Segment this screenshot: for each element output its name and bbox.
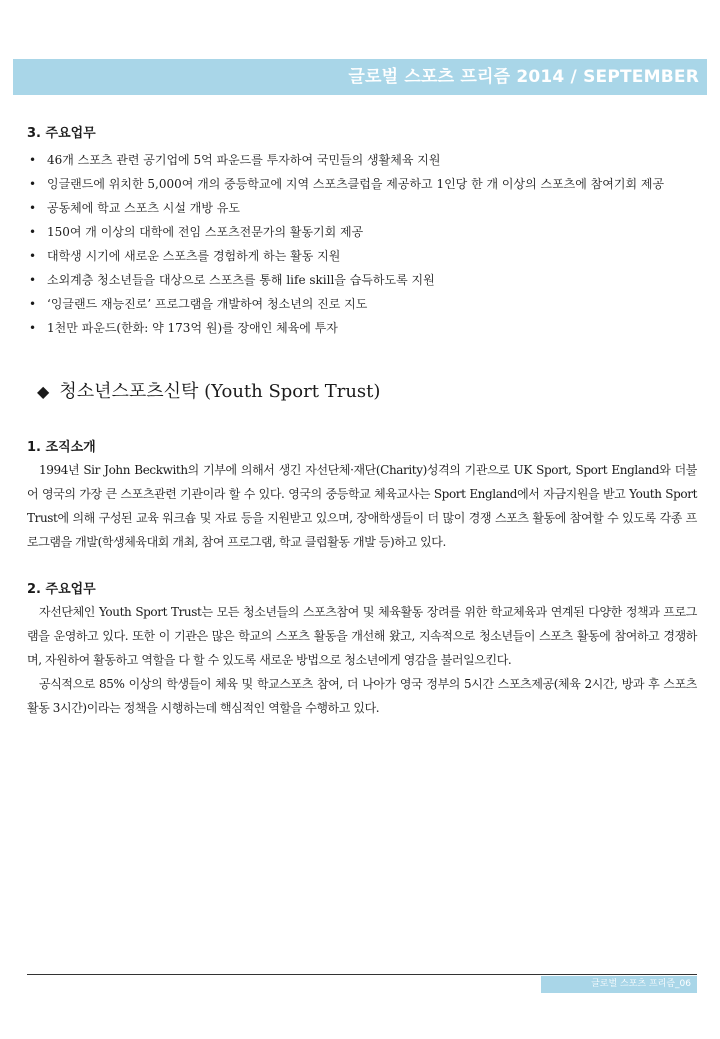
list-item <box>27 172 697 196</box>
duties-paragraph-2: 공식적으로 85% 이상의 학생들이 체육 및 학교스포츠 참여, 더 나아가 영국 정부의 5시간 스포츠제공(체육 2시간, 방과 후 스포츠 활동 3시간)이라는 정책을 시행하는데 핵심적인 역할을 수행하고 있다. <box>27 677 697 715</box>
footer-page-label: 글로벌 스포츠 프리즘_06 <box>591 979 691 989</box>
bullet-icon: • <box>29 225 37 239</box>
section-heading-main-duties: 3. 주요업무 <box>27 126 96 141</box>
list-item-text: 46개 스포츠 관련 공기업에 5억 파운드를 투자하여 국민들의 생활체육 지원 <box>47 153 441 167</box>
footer-band <box>541 976 697 993</box>
organization-title-text: 청소년스포츠신탁 (Youth Sport Trust) <box>59 381 381 402</box>
bullet-icon: • <box>29 249 37 263</box>
list-item-text: 150여 개 이상의 대학에 전임 스포츠전문가의 활동기회 제공 <box>47 225 364 239</box>
duties-paragraph-1: 자선단체인 Youth Sport Trust는 모든 청소년들의 스포츠참여 및 체육활동 장려를 위한 학교체육과 연계된 다양한 정책과 프로그램을 운영하고 있다. 또한 이 기관은 많은 학교의 스포츠 활동을 개선해 왔고, 지속적으로 청소년들이 스포츠 활동에 참여하고 경쟁하며, 자원하여 활동하고 역할을 다 할 수 있도록 새로운 방법으로 청소년에게 영감을 불러일으킨다. <box>27 605 697 667</box>
organization-title <box>27 376 697 408</box>
page-content <box>27 124 697 720</box>
list-item <box>27 316 697 340</box>
list-item <box>27 268 697 292</box>
list-item <box>27 148 697 172</box>
list-item <box>27 220 697 244</box>
bullet-icon: • <box>29 201 37 215</box>
list-item <box>27 196 697 220</box>
bullet-icon: • <box>29 153 37 167</box>
bullet-icon: • <box>29 321 37 335</box>
list-item-text: 소외계층 청소년들을 대상으로 스포츠를 통해 life skill을 습득하도록 지원 <box>47 273 435 287</box>
list-item <box>27 244 697 268</box>
list-item <box>27 292 697 316</box>
duties-bullet-list <box>27 148 697 340</box>
intro-paragraph: 1994년 Sir John Beckwith의 기부에 의해서 생긴 자선단체·재단(Charity)성격의 기관으로 UK Sport, Sport England와 더불어 영국의 가장 큰 스포츠관련 기관이라 할 수 있다. 영국의 중등학교 체육교사는 Sport England에서 자금지원을 받고 Youth Sport Trust에 의해 구성된 교육 워크숍 및 자료 등을 지원받고 있으며, 장애학생들이 더 많이 경쟁 스포츠 활동에 참여할 수 있도록 각종 프로그램을 개발(학생체육대회 개최, 참여 프로그램, 학교 클럽활동 개발 등)하고 있다. <box>27 463 697 549</box>
footer-divider <box>27 974 697 975</box>
diamond-icon: ◆ <box>37 382 50 401</box>
list-item-text: ‘잉글랜드 재능진로’ 프로그램을 개발하여 청소년의 진로 지도 <box>47 297 368 311</box>
section-heading-organization-intro: 1. 조직소개 <box>27 440 96 455</box>
list-item-text: 공동체에 학교 스포츠 시설 개방 유도 <box>47 201 240 215</box>
header-band <box>13 59 707 95</box>
bullet-icon: • <box>29 273 37 287</box>
list-item-text: 잉글랜드에 위치한 5,000여 개의 중등학교에 지역 스포츠클럽을 제공하고 1인당 한 개 이상의 스포츠에 참여기회 제공 <box>47 177 665 191</box>
list-item-text: 1천만 파운드(한화: 약 173억 원)를 장애인 체육에 투자 <box>47 321 338 335</box>
list-item-text: 대학생 시기에 새로운 스포츠를 경험하게 하는 활동 지원 <box>47 249 341 263</box>
bullet-icon: • <box>29 297 37 311</box>
section-heading-duties: 2. 주요업무 <box>27 582 96 597</box>
header-title: 글로벌 스포츠 프리즘 2014 / SEPTEMBER <box>348 67 699 87</box>
bullet-icon: • <box>29 177 37 191</box>
